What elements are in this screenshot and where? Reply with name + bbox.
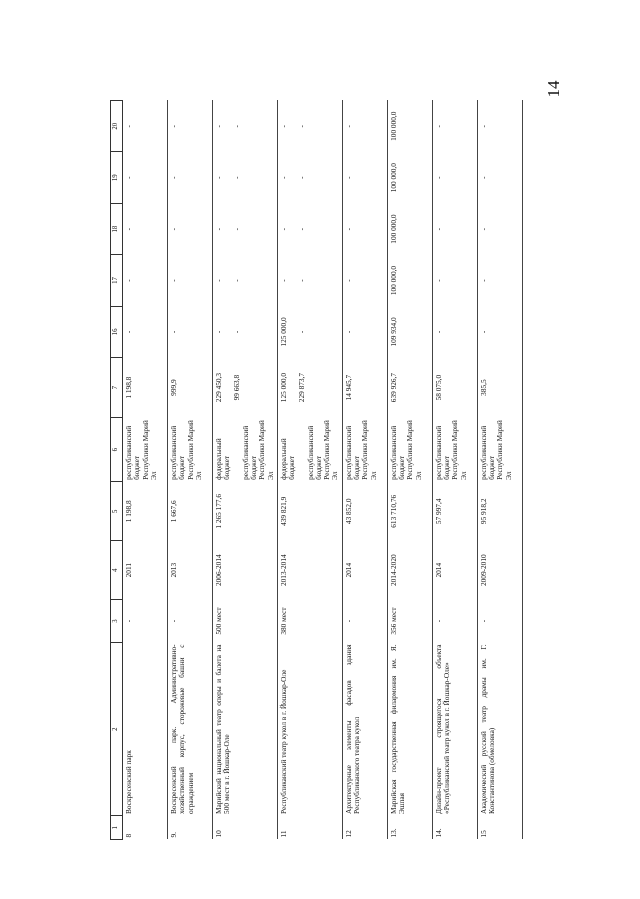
- value-v17: [342, 255, 387, 306]
- value-v19: [477, 152, 522, 203]
- value-v16-line: 125 000,0: [278, 317, 288, 347]
- estimated-cost: 1 198,8: [124, 500, 133, 523]
- object-name: Дизайн-проект строящегося объекта «Республиканский театр кукол в г. Йошкар-Оле»: [433, 644, 452, 814]
- row-number: 14.: [433, 828, 443, 838]
- row-number: 8: [124, 833, 133, 838]
- years: 2013: [169, 562, 178, 578]
- years: 2014-2020: [388, 554, 398, 586]
- value-v16-line: -: [297, 330, 307, 334]
- table-row: [277, 101, 342, 840]
- capacity: -: [343, 619, 353, 623]
- value-v19-line: -: [169, 176, 178, 179]
- value-v7-line: 385,5: [478, 379, 488, 396]
- value-v18-line: -: [478, 227, 488, 231]
- value-v17-line: -: [214, 279, 223, 282]
- value-v16-line: 109 934,0: [388, 317, 398, 347]
- value-v19: [432, 152, 477, 203]
- value-v7-line: 229 450,3: [214, 373, 223, 403]
- value-v16-line: -: [478, 330, 488, 334]
- value-v16-line: -: [343, 330, 353, 334]
- value-v16-line: -: [433, 330, 443, 334]
- spacer: [297, 420, 307, 480]
- years: 2009-2010: [478, 554, 488, 586]
- value-v19: [168, 152, 213, 203]
- row-number: 15: [478, 830, 488, 838]
- funding-source: [477, 418, 522, 482]
- value-v17: [168, 255, 213, 306]
- value-v20: [123, 101, 168, 153]
- value-v20: [477, 101, 522, 153]
- value-v20: [387, 101, 432, 153]
- years: 2014: [343, 562, 353, 578]
- value-v17: [477, 255, 522, 306]
- header-cell: 7: [111, 358, 123, 418]
- header-cell: 18: [111, 203, 123, 254]
- object-name: Марийская государственная филармония им. Я. Эшпая: [388, 644, 407, 814]
- value-v16: [477, 306, 522, 357]
- years: 2013-2014: [278, 554, 288, 586]
- funding-source: [432, 418, 477, 482]
- years: 2011: [124, 563, 133, 578]
- value-v7: [477, 358, 522, 418]
- capacity: -: [478, 619, 488, 623]
- value-v16: [387, 306, 432, 357]
- table-row: [213, 101, 278, 840]
- table-row: [123, 101, 168, 840]
- estimated-cost: 613 710,76: [388, 494, 398, 528]
- value-v19: [213, 152, 278, 203]
- value-v7: [432, 358, 477, 418]
- value-v18-line: -: [433, 227, 443, 231]
- value-v18-line: -: [343, 227, 353, 231]
- value-v7-line: 229 873,7: [297, 373, 307, 403]
- funding-source-line: республиканский бюджет Республики Марий Эл: [169, 420, 203, 480]
- value-v16-line: -: [232, 330, 242, 334]
- value-v7-line: 14 945,7: [343, 374, 353, 401]
- value-v7: [168, 358, 213, 418]
- value-v7-line: 99 663,8: [232, 374, 242, 401]
- row-number: 10: [214, 830, 223, 838]
- value-v19-line: -: [278, 176, 288, 179]
- value-v18: [213, 203, 278, 254]
- rotated-table-container: [110, 100, 540, 840]
- value-v17: [387, 255, 432, 306]
- value-v17: [123, 255, 168, 306]
- value-v18-line: -: [278, 227, 288, 231]
- value-v18: [277, 203, 342, 254]
- value-v7-line: 125 000,0: [278, 373, 288, 403]
- value-v17-line: 100 000,0: [388, 265, 398, 296]
- value-v16: [277, 306, 342, 357]
- funding-source-line: республиканский бюджет Республики Марий Эл: [240, 420, 275, 480]
- value-v20-line: -: [278, 125, 288, 128]
- value-v20-line: -: [297, 125, 307, 128]
- value-v18-line: -: [232, 227, 242, 231]
- value-v18: [387, 203, 432, 254]
- value-v16: [123, 306, 168, 357]
- table-row: [387, 101, 432, 840]
- row-number: 12: [343, 830, 353, 838]
- value-v16: [213, 306, 278, 357]
- header-cell: 17: [111, 255, 123, 306]
- value-v18-line: -: [124, 227, 133, 231]
- header-cell: 4: [111, 541, 123, 600]
- table-row: [432, 101, 477, 840]
- funding-source-line: республиканский бюджет Республики Марий Эл: [478, 420, 513, 480]
- header-cell: 16: [111, 306, 123, 357]
- value-v20-line: -: [343, 125, 353, 128]
- value-v18-line: 100 000,0: [388, 214, 398, 244]
- value-v20: [213, 101, 278, 153]
- value-v18-line: -: [214, 227, 223, 231]
- value-v7: [387, 358, 432, 418]
- value-v17-line: -: [297, 279, 307, 282]
- header-cell: 6: [111, 418, 123, 482]
- value-v17-line: -: [478, 279, 488, 282]
- value-v7: [342, 358, 387, 418]
- funding-source: [213, 418, 278, 482]
- table-row: [477, 101, 522, 840]
- funding-source: [123, 418, 168, 482]
- value-v19-line: -: [214, 176, 223, 179]
- capacity: -: [169, 619, 178, 623]
- header-row: [111, 101, 123, 840]
- value-v20-line: -: [169, 125, 178, 128]
- value-v19-line: -: [124, 176, 133, 179]
- value-v19-line: 100 000,0: [388, 163, 398, 193]
- value-v7-line: 58 075,0: [433, 374, 443, 401]
- value-v20-line: -: [232, 125, 242, 128]
- funding-source-line: федеральный бюджет: [278, 438, 297, 480]
- value-v19-line: -: [232, 176, 242, 179]
- value-v18: [432, 203, 477, 254]
- value-v19-line: -: [297, 176, 307, 179]
- estimated-cost: 57 997,4: [433, 498, 443, 525]
- value-v20-line: -: [124, 125, 133, 128]
- value-v18: [477, 203, 522, 254]
- header-cell: 5: [111, 482, 123, 541]
- value-v7-line: 639 926,7: [388, 373, 398, 403]
- header-cell: 1: [111, 816, 123, 840]
- value-v7: [123, 358, 168, 418]
- capacity: 356 мест: [388, 607, 398, 635]
- object-name: Воскресенский парк: [124, 750, 133, 814]
- value-v20: [432, 101, 477, 153]
- value-v19-line: -: [343, 176, 353, 179]
- value-v17: [432, 255, 477, 306]
- value-v19: [387, 152, 432, 203]
- estimated-cost: 439 821,9: [278, 496, 288, 526]
- capacity: 380 мест: [278, 607, 288, 635]
- value-v17-line: -: [169, 279, 178, 282]
- value-v16: [432, 306, 477, 357]
- value-v7-line: 1 198,8: [124, 376, 133, 399]
- funding-source-line: федеральный бюджет: [214, 438, 232, 480]
- budget-table: [110, 100, 523, 840]
- value-v7: [277, 358, 342, 418]
- value-v19: [277, 152, 342, 203]
- value-v18: [342, 203, 387, 254]
- value-v18: [168, 203, 213, 254]
- row-number: 13.: [388, 828, 398, 838]
- value-v17: [277, 255, 342, 306]
- value-v17: [213, 255, 278, 306]
- header-cell: 20: [111, 101, 123, 153]
- capacity: -: [124, 619, 133, 623]
- value-v18: [123, 203, 168, 254]
- value-v17-line: -: [343, 279, 353, 282]
- capacity: 500 мест: [214, 607, 223, 635]
- object-name: Архитектурные элементы фасадов здания Республиканского театра кукол: [343, 644, 362, 814]
- header-cell: 3: [111, 600, 123, 643]
- value-v16-line: -: [169, 330, 178, 334]
- years: 2006-2014: [214, 554, 223, 586]
- funding-source-line: республиканский бюджет Республики Марий Эл: [124, 420, 158, 480]
- value-v20: [342, 101, 387, 153]
- object-name: Республиканский театр кукол в г. Йошкар-Оле: [278, 669, 288, 814]
- funding-source-line: республиканский бюджет Республики Марий Эл: [305, 420, 340, 480]
- row-number: 11: [278, 830, 288, 838]
- value-v20-line: -: [433, 125, 443, 128]
- funding-source: [342, 418, 387, 482]
- value-v20-line: -: [214, 125, 223, 128]
- object-name: Академический русский театр драмы им. Г. Константинова (обмеловка): [478, 644, 497, 814]
- years: 2014: [433, 562, 443, 578]
- estimated-cost: 43 852,0: [343, 498, 353, 525]
- funding-source-line: республиканский бюджет Республики Марий Эл: [433, 420, 468, 480]
- value-v20: [168, 101, 213, 153]
- value-v16-line: -: [214, 330, 223, 334]
- value-v18-line: -: [169, 227, 178, 231]
- value-v19-line: -: [433, 176, 443, 179]
- value-v7-line: 999,9: [169, 379, 178, 396]
- funding-source-line: республиканский бюджет Республики Марий Эл: [388, 420, 423, 480]
- table-body: [123, 101, 523, 840]
- header-cell: 2: [111, 642, 123, 816]
- estimated-cost: 95 918,2: [478, 498, 488, 525]
- value-v17-line: -: [124, 279, 133, 282]
- value-v7: [213, 358, 278, 418]
- value-v20-line: -: [478, 125, 488, 128]
- value-v19-line: -: [478, 176, 488, 179]
- value-v17-line: -: [278, 279, 288, 282]
- page-number: 14: [544, 80, 563, 98]
- header-cell: 19: [111, 152, 123, 203]
- funding-source: [277, 418, 342, 482]
- funding-source: [168, 418, 213, 482]
- value-v18-line: -: [297, 227, 307, 231]
- value-v17-line: -: [232, 279, 242, 282]
- value-v20-line: 100 000,0: [388, 111, 398, 141]
- funding-source-line: республиканский бюджет Республики Марий Эл: [343, 420, 378, 480]
- value-v17-line: -: [433, 279, 443, 282]
- value-v16: [342, 306, 387, 357]
- value-v19: [123, 152, 168, 203]
- table-row: [342, 101, 387, 840]
- funding-source: [387, 418, 432, 482]
- value-v20: [277, 101, 342, 153]
- table-header: [111, 101, 123, 840]
- value-v19: [342, 152, 387, 203]
- row-number: 9.: [169, 832, 178, 838]
- value-v16-line: -: [124, 330, 133, 334]
- object-name: Марийский национальный театр оперы и балета на 500 мест в г. Йошкар-Оле: [214, 644, 232, 814]
- estimated-cost: 1 265 177,6: [214, 493, 223, 529]
- estimated-cost: 1 667,6: [169, 500, 178, 523]
- object-name: Воскресенский парк. Административно-хозяйственный корпус, сторожевые башни с ограждением: [169, 644, 195, 814]
- capacity: -: [433, 619, 443, 623]
- value-v16: [168, 306, 213, 357]
- table-row: [168, 101, 213, 840]
